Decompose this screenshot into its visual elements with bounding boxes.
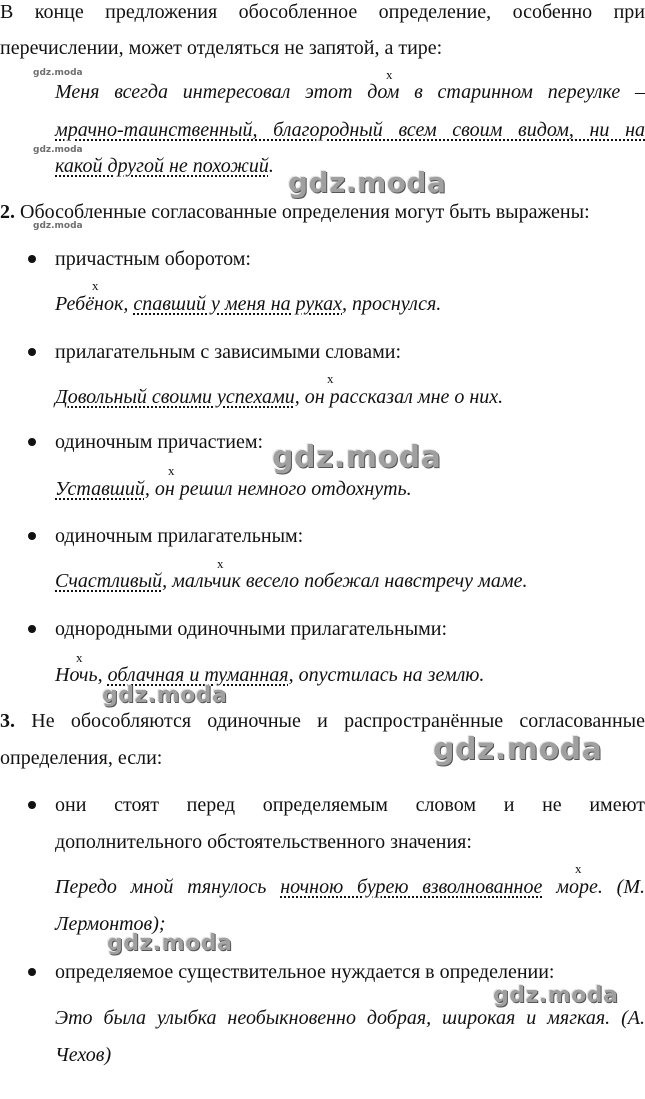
example-text: , он решил немного отдохнуть. bbox=[144, 478, 412, 500]
example-text: , проснулся. bbox=[342, 293, 442, 315]
example-dash-line-2 bbox=[55, 118, 645, 142]
list-item-example bbox=[55, 569, 645, 593]
watermark-logo: gdz.moda bbox=[288, 166, 447, 199]
list-item-example bbox=[55, 477, 645, 501]
list-item-example-line-2: Чехов) bbox=[55, 1044, 112, 1066]
underlined-definition: облачная и туманная bbox=[107, 664, 289, 686]
example-text: Передо мной тянулось bbox=[55, 876, 281, 898]
section-text: Обособленные согласованные определения могут быть выражены: bbox=[20, 201, 590, 223]
list-item-label: прилагательным с зависимыми словами: bbox=[55, 341, 402, 363]
watermark-logo: gdz.moda bbox=[272, 440, 442, 475]
section-text: Не обособляются одиночные и распространённые согласованные bbox=[31, 710, 645, 732]
watermark-logo: gdz.moda bbox=[107, 931, 233, 956]
watermark-small: gdz.moda bbox=[33, 68, 83, 78]
subject-mark: x bbox=[386, 67, 393, 82]
underlined-definition: ночною бурею взволнованное bbox=[280, 876, 543, 898]
bullet-icon bbox=[28, 348, 36, 356]
bullet-icon bbox=[28, 968, 36, 976]
list-item-label: однородными одиночными прилагательными: bbox=[55, 618, 448, 640]
example-dash-line-1: Меня всегда интересовал этот дом в старинном переулке – bbox=[55, 81, 645, 103]
list-item-example-line-2: Лермонтов); bbox=[55, 913, 166, 935]
example-text: Ночь, bbox=[55, 664, 108, 686]
underlined-definition: мрачно-таинственный, благородный всем своим видом, ни на bbox=[55, 119, 645, 141]
watermark-small: gdz.moda bbox=[33, 221, 83, 231]
example-text: Ребёнок, bbox=[55, 293, 134, 315]
list-item-example bbox=[55, 385, 645, 409]
subject-mark: x bbox=[327, 371, 334, 386]
list-item-label: определяемое существительное нуждается в определении: bbox=[55, 961, 555, 983]
section-2-heading bbox=[0, 200, 645, 224]
watermark-small: gdz.moda bbox=[33, 145, 83, 155]
watermark-logo: gdz.moda bbox=[493, 983, 619, 1008]
punctuation: . bbox=[268, 155, 274, 177]
underlined-definition: спавший у меня на руках bbox=[133, 293, 342, 315]
bullet-icon bbox=[28, 438, 36, 446]
list-item-example bbox=[55, 292, 645, 316]
bullet-icon bbox=[28, 255, 36, 263]
section-number: 3. bbox=[0, 710, 15, 732]
list-item-label: они стоят перед определяемым словом и не имеют bbox=[55, 794, 645, 816]
underlined-definition: какой другой не похожий bbox=[55, 155, 269, 177]
example-text: , он рассказал мне о них. bbox=[294, 386, 504, 408]
underlined-definition: Уставший bbox=[55, 478, 145, 500]
section-3-heading bbox=[0, 709, 645, 733]
watermark-logo: gdz.moda bbox=[433, 732, 603, 767]
underlined-definition: Довольный своими успехами bbox=[55, 386, 295, 408]
example-text: , опустилась на землю. bbox=[288, 664, 485, 686]
subject-mark: x bbox=[168, 463, 175, 478]
bullet-icon bbox=[28, 532, 36, 540]
subject-mark: x bbox=[217, 556, 224, 571]
example-text: море. (М. bbox=[542, 876, 645, 898]
subject-mark: x bbox=[76, 650, 83, 665]
bullet-icon bbox=[28, 625, 36, 633]
example-text: , мальчик весело побежал навстречу маме. bbox=[162, 570, 528, 592]
intro-line-2: перечислении, может отделяться не запятой, а тире: bbox=[0, 37, 443, 59]
section-number: 2. bbox=[0, 201, 15, 223]
list-item-label: причастным оборотом: bbox=[55, 248, 251, 270]
list-item-label: одиночным прилагательным: bbox=[55, 525, 304, 547]
underlined-definition: Счастливый bbox=[55, 570, 163, 592]
section-3-heading-line-2: определения, если: bbox=[0, 747, 163, 769]
intro-line-1: В конце предложения обособленное определение, особенно при bbox=[0, 1, 645, 23]
watermark-logo: gdz.moda bbox=[102, 683, 228, 708]
list-item-example: Это была улыбка необыкновенно добрая, широкая и мягкая. (А. bbox=[55, 1007, 645, 1029]
subject-mark: x bbox=[92, 278, 99, 293]
bullet-icon bbox=[28, 801, 36, 809]
list-item-label: одиночным причастием: bbox=[55, 431, 264, 453]
list-item-label-line-2: дополнительного обстоятельственного значения: bbox=[55, 831, 472, 853]
subject-mark: x bbox=[575, 861, 582, 876]
list-item-example bbox=[55, 875, 645, 899]
